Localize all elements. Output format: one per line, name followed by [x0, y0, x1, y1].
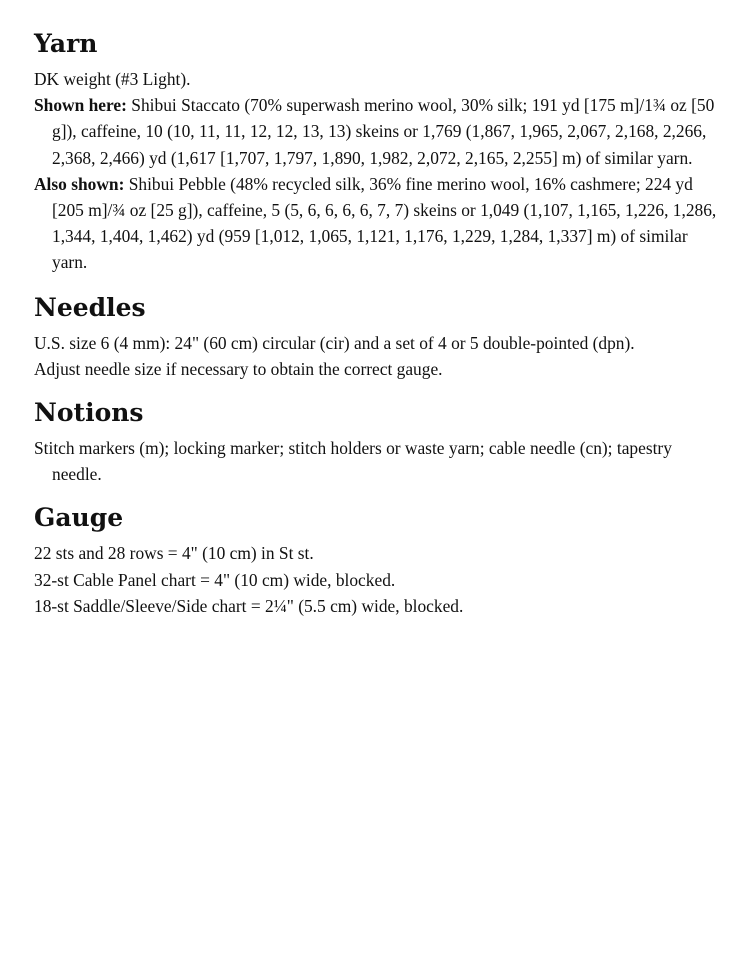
needles-heading: Needles: [34, 292, 146, 322]
shown-here-paragraph: [34, 92, 724, 171]
notions-section: [34, 397, 724, 487]
also-shown-paragraph: [34, 171, 724, 276]
also-shown-label: Also shown:: [34, 173, 125, 194]
needles-section: [34, 292, 724, 382]
also-shown-text: Shibui Pebble (48% recycled silk, 36% fine merino wool, 16% cashmere; 224 yd [205 m]/¾ oz [25 g]), caffeine, 5 (5, 6, 6, 6, 6, 7, 7) skeins or 1,049 (1,107, 1,165, 1,226, 1,286, 1,344, 1,404, 1,462) yd (959 [1,012, 1,065, 1,121, 1,176, 1,229, 1,284, 1,337] m) of similar yarn.: [52, 173, 717, 273]
shown-here-label: Shown here:: [34, 95, 127, 116]
yarn-section: [34, 28, 724, 276]
yarn-weight-text: DK weight (#3 Light).: [34, 69, 191, 89]
gauge-section: [34, 502, 724, 619]
gauge-saddle-sleeve-text: 18-st Saddle/Sleeve/Side chart = 2¼" (5.5 cm) wide, blocked.: [34, 595, 464, 616]
needles-size-text: U.S. size 6 (4 mm): 24" (60 cm) circular (cir) and a set of 4 or 5 double-pointed (dpn).: [34, 332, 635, 353]
pattern-materials-page: [34, 28, 724, 619]
shown-here-text: Shibui Staccato (70% superwash merino wool, 30% silk; 191 yd [175 m]/1¾ oz [50 g]), caffeine, 10 (10, 11, 11, 12, 12, 13, 13) skeins or 1,769 (1,867, 1,965, 2,067, 2,168, 2,266, 2,368, 2,466) yd (1,617 [1,707, 1,797, 1,890, 1,982, 2,072, 2,165, 2,255] m) of similar yarn.: [52, 95, 715, 168]
yarn-heading: Yarn: [34, 29, 98, 58]
gauge-st-st-text: 22 sts and 28 rows = 4" (10 cm) in St st.: [34, 543, 314, 564]
needles-adjust-text: Adjust needle size if necessary to obtain the correct gauge.: [34, 358, 443, 379]
notions-heading: Notions: [34, 398, 144, 428]
gauge-heading: Gauge: [34, 503, 124, 533]
gauge-cable-panel-text: 32-st Cable Panel chart = 4" (10 cm) wide, blocked.: [34, 569, 396, 590]
notions-text: Stitch markers (m); locking marker; stitch holders or waste yarn; cable needle (cn); tapestry needle.: [34, 438, 672, 485]
